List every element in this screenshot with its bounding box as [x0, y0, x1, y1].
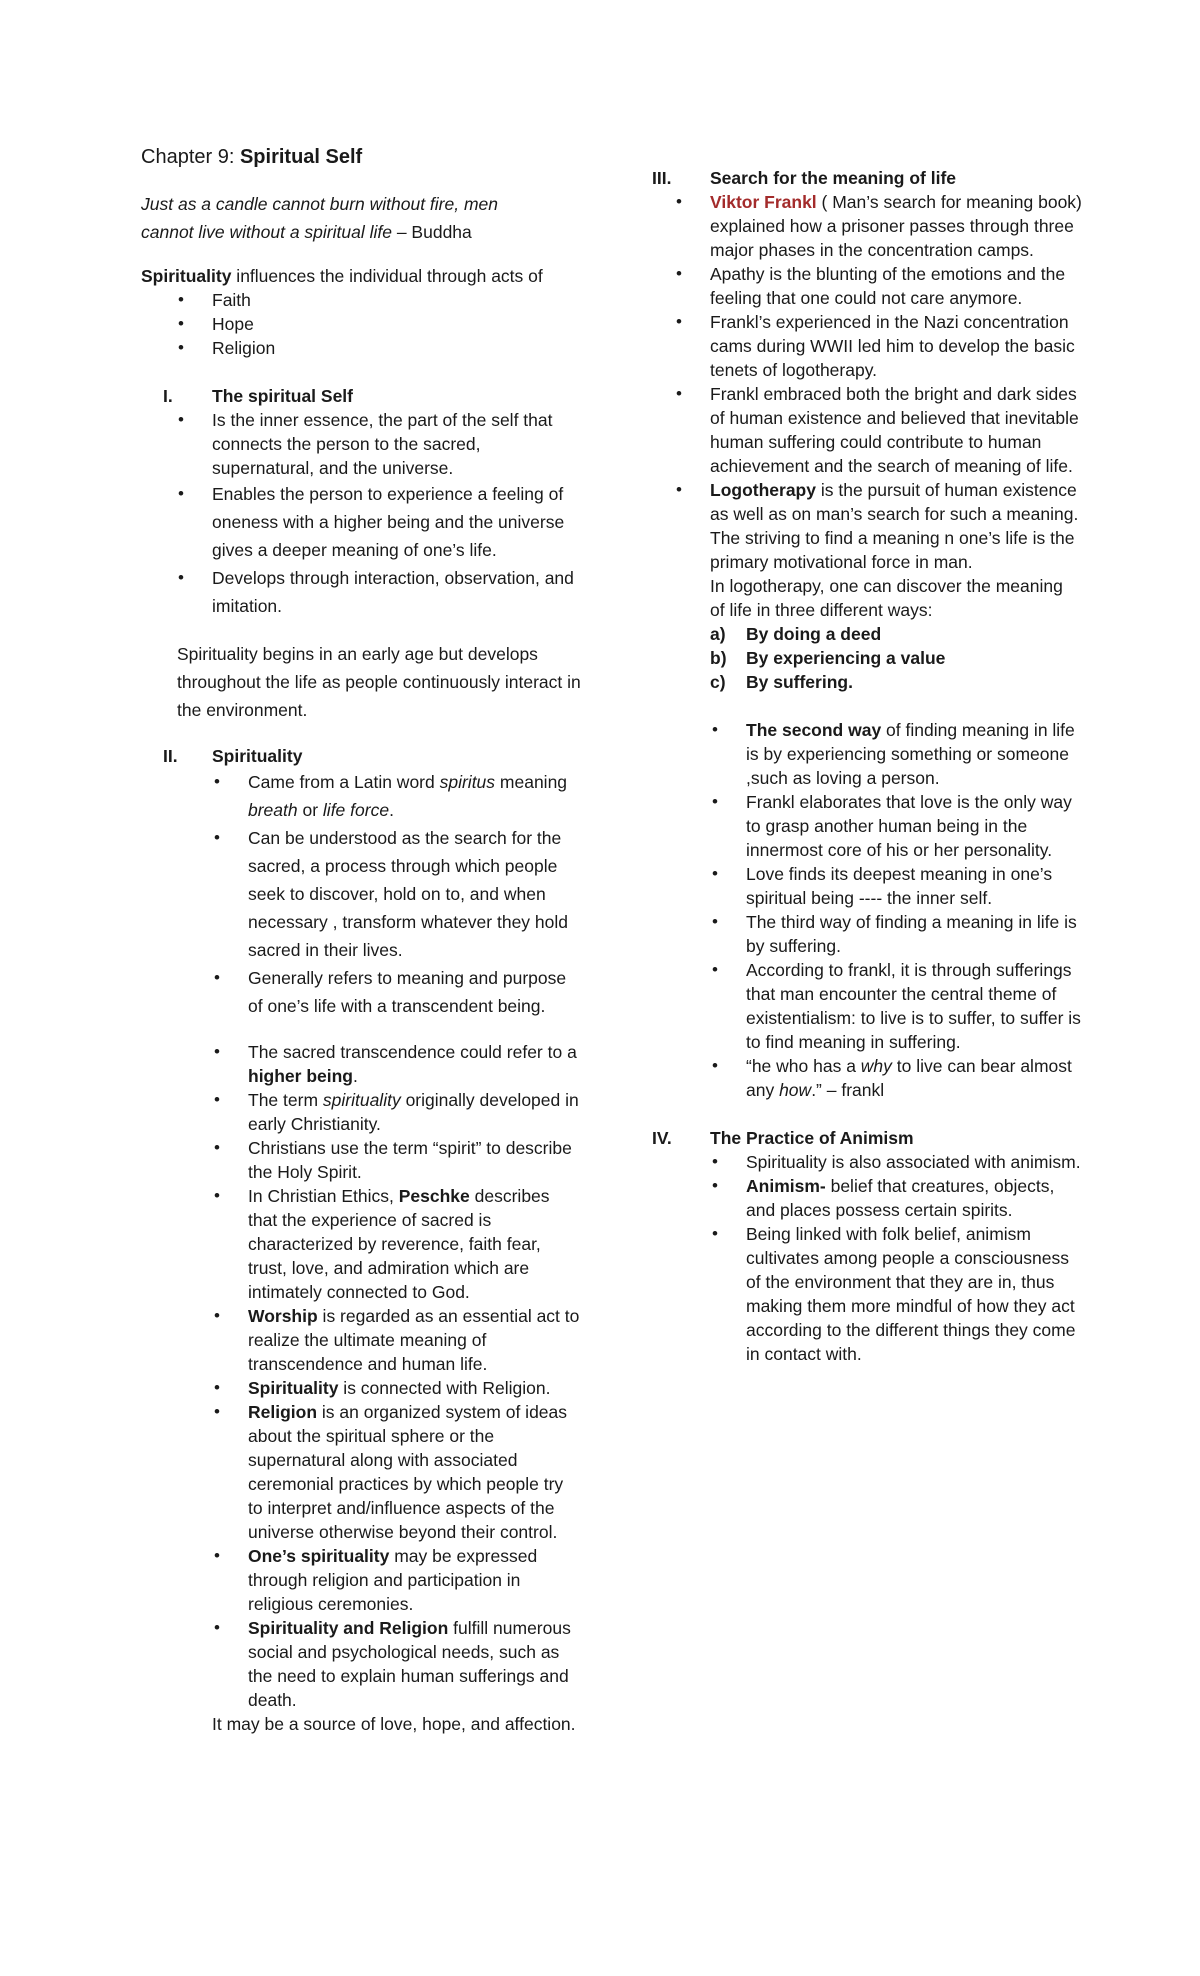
list-item: • Can be understood as the search for the sacred, a process through which people seek to discover, hold on to, and when necessary , transform whatever they hold sacred in their lives. [141, 824, 581, 964]
section-heading-3: III. Search for the meaning of life [652, 168, 957, 188]
list-item: • Animism- belief that creatures, objects, and places possess certain spirits. [675, 1174, 1082, 1222]
list-item: • Logotherapy is the pursuit of human existence as well as on man’s search for such a meaning. [639, 478, 1082, 526]
acts-list [141, 288, 581, 360]
list-item: a) By doing a deed [710, 624, 882, 644]
right-column [652, 166, 1082, 1366]
list-item: • Enables the person to experience a feeling of oneness with a higher being and the universe gives a deeper meaning of one’s life. [141, 480, 581, 564]
striving-text: The striving to find a meaning n one’s life is the primary motivational force in man. [710, 528, 1075, 572]
list-item: • Frankl elaborates that love is the only way to grasp another human being in the innermost core of his or her personality. [675, 790, 1082, 862]
list-item: • Faith [141, 288, 581, 312]
ways-intro: In logotherapy, one can discover the meaning of life in three different ways: [710, 576, 1063, 620]
intro-sentence: Spirituality influences the individual through acts of [141, 266, 543, 286]
epigraph: Just as a candle cannot burn without fire, men cannot live without a spiritual life – Buddha [141, 194, 499, 242]
list-item: • Apathy is the blunting of the emotions and the feeling that one could not care anymore. [639, 262, 1082, 310]
list-item: • Generally refers to meaning and purpose of one’s life with a transcendent being. [141, 964, 581, 1020]
list-item: b) By experiencing a value [710, 648, 946, 668]
section-heading-2: II. Spirituality [163, 746, 303, 766]
spiritual-self-list [141, 408, 581, 620]
list-item: • Spirituality is connected with Religion. [141, 1376, 581, 1400]
list-item: • Hope [141, 312, 581, 336]
meaning-list-b [675, 718, 1082, 1102]
list-item: • The second way of finding meaning in life is by experiencing something or someone ,such as loving a person. [675, 718, 1082, 790]
list-item: • Came from a Latin word spiritus meaning breath or life force. [141, 768, 581, 824]
animism-list [675, 1150, 1082, 1366]
list-item: • Spirituality and Religion fulfill numerous social and psychological needs, such as the need to explain human sufferings and death. [141, 1616, 581, 1712]
list-item: • “he who has a why to live can bear almost any how.” – frankl [675, 1054, 1082, 1102]
closing-line: It may be a source of love, hope, and affection. [212, 1714, 576, 1734]
list-item: • Viktor Frankl ( Man’s search for meaning book) explained how a prisoner passes through three major phases in the concentration camps. [639, 190, 1082, 262]
list-item: • According to frankl, it is through sufferings that man encounter the central theme of existentialism: to live is to suffer, to suffer is to find meaning in suffering. [675, 958, 1082, 1054]
list-item: • Religion [141, 336, 581, 360]
section-heading-1: I. The spiritual Self [163, 386, 353, 406]
list-item: • The third way of finding a meaning in life is by suffering. [675, 910, 1082, 958]
list-item: • The sacred transcendence could refer to a higher being. [141, 1040, 581, 1088]
spirituality-list-a [141, 768, 581, 1020]
meaning-list-a [639, 190, 1082, 526]
ways-list [674, 622, 1082, 694]
chapter-title: Chapter 9: Spiritual Self [141, 146, 363, 168]
list-item: • Love finds its deepest meaning in one’s spiritual being ---- the inner self. [675, 862, 1082, 910]
spirituality-paragraph: Spirituality begins in an early age but develops throughout the life as people continuously interact in the environment. [177, 644, 581, 720]
list-item: • Worship is regarded as an essential act to realize the ultimate meaning of transcendence and human life. [141, 1304, 581, 1376]
list-item: • Frankl embraced both the bright and dark sides of human existence and believed that inevitable human suffering could contribute to human achievement and the search of meaning of life. [639, 382, 1082, 478]
section-heading-4: IV. The Practice of Animism [652, 1128, 914, 1148]
list-item: • Religion is an organized system of ideas about the spiritual sphere or the supernatural along with associated ceremonial practices by which people try to interpret and/influence aspects of the universe otherwise beyond their control. [141, 1400, 581, 1544]
list-item: • Being linked with folk belief, animism cultivates among people a consciousness of the environment that they are in, thus making them more mindful of how they act according to the different things they come in contact with. [675, 1222, 1082, 1366]
list-item: • Spirituality is also associated with animism. [675, 1150, 1082, 1174]
list-item: • Is the inner essence, the part of the self that connects the person to the sacred, supernatural, and the universe. [141, 408, 581, 480]
list-item: • Develops through interaction, observation, and imitation. [141, 564, 581, 620]
spirituality-list-b [141, 1040, 581, 1712]
list-item: c) By suffering. [710, 672, 853, 692]
left-column [141, 142, 581, 1736]
list-item: • One’s spirituality may be expressed through religion and participation in religious ceremonies. [141, 1544, 581, 1616]
list-item: • Frankl’s experienced in the Nazi concentration cams during WWII led him to develop the basic tenets of logotherapy. [639, 310, 1082, 382]
list-item: • Christians use the term “spirit” to describe the Holy Spirit. [141, 1136, 581, 1184]
list-item: • The term spirituality originally developed in early Christianity. [141, 1088, 581, 1136]
list-item: • In Christian Ethics, Peschke describes that the experience of sacred is characterized by reverence, faith fear, trust, love, and admiration which are intimately connected to God. [141, 1184, 581, 1304]
